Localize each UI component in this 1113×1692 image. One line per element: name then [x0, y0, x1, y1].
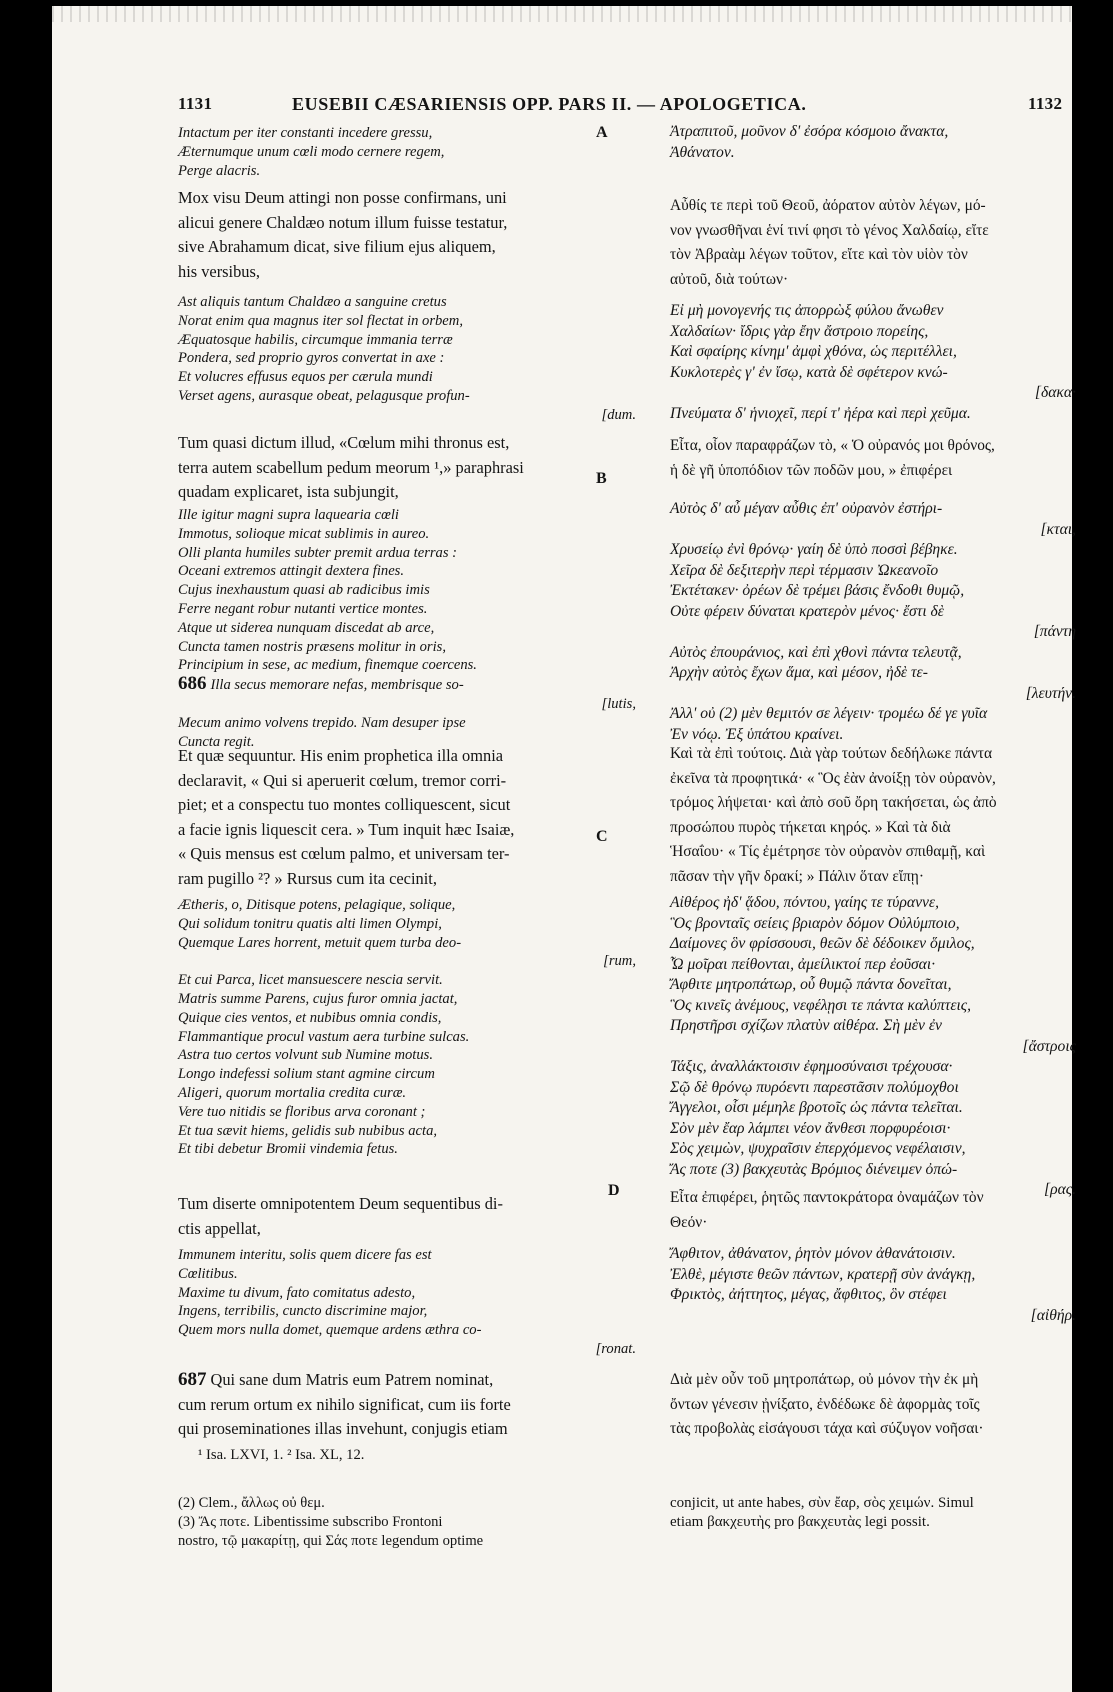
verse-line: Χεῖρα δὲ δεξιτερὴν περὶ τέρμασιν Ὠκεανοῖο	[670, 561, 939, 579]
verse-line: Κυκλοτερὲς γ' ἐν ἴσῳ, κατὰ δὲ σφέτερον κνώ-	[670, 363, 948, 381]
prose-line: alicui genere Chaldæo notum illum fuisse testatur,	[178, 212, 508, 232]
verse-line: Principium in sese, ac medium, finemque coercens.	[178, 657, 477, 674]
verse-line: Δαίμονες ὃν φρίσσουσι, θεῶν δὲ δέδοικεν ὅμιλος,	[670, 935, 975, 952]
prose-line: Et quæ sequuntur. His enim prophetica illa omnia	[178, 746, 504, 765]
prose-line: Καὶ τὰ ἐπὶ τούτοις. Διὰ γὰρ τούτων δεδήλωκε πάντα	[670, 745, 993, 762]
prose-line: ὄντων γένεσιν ᾐνίξατο, ἐνδέδωκε δὲ ἀφορμὰς τοῖς	[670, 1395, 980, 1413]
prose-line: ctis appellat,	[178, 1218, 261, 1238]
verse-line: Χαλδαίων· ἴδρις γὰρ ἔην ἄστροιο πορείης,	[670, 322, 929, 340]
verse-continuation: [ἄστροις	[1022, 1037, 1076, 1055]
verse-line: Ὧ μοῖραι πείθονται, ἀμείλικτοί περ ἐοῦσαι·	[670, 955, 936, 973]
verse-line: Ἀρχὴν αὐτὸς ἔχων ἅμα, καὶ μέσον, ἠδὲ τε-	[670, 664, 928, 681]
margin-letter-c: C	[596, 828, 608, 845]
verse-continuation: [rum,	[603, 953, 636, 970]
prose-line: πᾶσαν τὴν γῆν δρακί; » Πάλιν ὅταν εἴπῃ·	[670, 867, 924, 885]
verse-line: Ἀτραπιτοῦ, μοῦνον δ' ἐσόρα κόσμοιο ἄνακτα,	[670, 123, 949, 140]
prose-line: νον γνωσθῆναι ἑνί τινί φησι τὸ γένος Χαλδαίῳ, εἴτε	[670, 221, 989, 239]
verse-line: Ἀθάνατον.	[670, 143, 735, 161]
verse-line: Ἀλλ' οὐ (2) μὲν θεμιτόν σε λέγειν· τρομέω δέ γε γυῖα	[670, 705, 988, 722]
verse-line: Καὶ σφαίρης κίνημ' ἀμφὶ χθόνα, ὡς περιτέλλει,	[670, 343, 957, 360]
verse-line: Quique cies ventos, et nubibus omnia condis,	[178, 1009, 442, 1026]
verse-line: Ἐκτέτακεν· ὀρέων δὲ τρέμει βάσις ἔνδοθι θυμῷ,	[670, 582, 965, 599]
verse-line: Quem mors nulla domet, quemque ardens æthra co-	[178, 1322, 482, 1339]
verse-line: Πρηστῆρσι σχίζων πλατὺν αἰθέρα. Σὴ μὲν ἐν	[670, 1017, 942, 1034]
verse-line: Ὃς κινεῖς ἀνέμους, νεφέλῃσι τε πάντα καλύπτεις,	[670, 996, 972, 1014]
latin-paragraph-3	[178, 744, 636, 891]
verse-line: Immotus, solioque micat sublimis in aureo.	[178, 525, 430, 542]
margin-letter-b: B	[596, 470, 607, 487]
verse-line: Τάξις, ἀναλλάκτοισιν ἐφημοσύναισι τρέχουσα·	[670, 1058, 953, 1075]
page	[52, 6, 1076, 1692]
prose-line: Διὰ μὲν οὖν τοῦ μητροπάτωρ, οὐ μόνον τὴν ἐκ μὴ	[670, 1371, 979, 1388]
greek-paragraph-2	[670, 434, 1076, 483]
latin-verse-2	[178, 293, 636, 425]
verse-line: Ὃς βρονταῖς σείεις βριαρὸν δόμον Οὐλύμποιο,	[670, 914, 960, 932]
verse-line: Cuncta regit.	[178, 733, 255, 750]
verse-line: Cuncta tamen nostris præsens molitur in oris,	[178, 638, 446, 655]
prose-line: a facie ignis liquescit cera. » Tum inquit hæc Isaiæ,	[178, 819, 515, 839]
prose-line: quadam explicaret, ista subjungit,	[178, 482, 399, 501]
verse-line: Αἰθέρος ἠδ' ᾅδου, πόντου, γαίης τε τύραννε,	[670, 894, 939, 911]
prose-line: τὸν Ἀβραὰμ λέγων τοῦτον, εἴτε καὶ τὸν υἱὸν τὸν	[670, 246, 968, 263]
verse-line: Ἄφθιτον, ἀθάνατον, ῥητὸν μόνον ἀθανάτοισιν.	[670, 1245, 956, 1262]
verse-line: Οὐτε φέρειν δύναται κρατερὸν μένος· ἔστι δὲ	[670, 602, 944, 620]
verse-line: Atque ut siderea nunquam discedat ab arce,	[178, 619, 435, 636]
verse-line: Flammantique procul vastum aera turbine sulcas.	[178, 1028, 470, 1045]
verse-continuation: [πάντη	[1033, 623, 1076, 640]
critical-notes-left	[178, 1494, 636, 1551]
prose-line: terra autem scabellum pedum meorum ¹,» paraphrasi	[178, 457, 524, 477]
greek-verse-3	[670, 499, 1076, 745]
verse-line: Πνεύματα δ' ἡνιοχεῖ, περί τ' ἠέρα καὶ περὶ χεῦμα.	[670, 404, 971, 422]
verse-line: Αὐτὸς ἐπουράνιος, καὶ ἐπὶ χθονὶ πάντα τελευτᾷ,	[670, 643, 962, 661]
prose-line: « Quis mensus est cœlum palmo, et universam ter-	[178, 844, 510, 863]
verse-continuation: [δακα·	[1034, 384, 1076, 401]
greek-paragraph-5	[670, 1368, 1076, 1442]
verse-line: Verset agens, aurasque obeat, pelagusque profun-	[178, 387, 470, 404]
prose-line: Θεόν·	[670, 1213, 708, 1231]
scan-edge	[52, 6, 1072, 22]
verse-line: Ingens, terribilis, cuncto discrimine major,	[178, 1303, 428, 1320]
section-number-687: 687	[178, 1369, 207, 1390]
verse-line: Æquatosque habilis, circumque immania terræ	[178, 331, 453, 348]
verse-line: Matris summe Parens, cujus furor omnia jactat,	[178, 990, 458, 1007]
note-line: etiam βακχευτὴς pro βακχευτὰς legi possit.	[670, 1514, 930, 1530]
latin-paragraph-4	[178, 1192, 636, 1241]
verse-line: Ἐλθὲ, μέγιστε θεῶν πάντων, κρατερῇ σὺν ἀνάγκῃ,	[670, 1265, 976, 1283]
prose-line: Mox visu Deum attingi non posse confirmans, uni	[178, 188, 507, 207]
verse-line: Oceani extremos attingit dextera fines.	[178, 563, 405, 580]
verse-line: Ille igitur magni supra laquearia cœli	[178, 507, 399, 523]
verse-line: Et tibi debetur Bromii vindemia fetus.	[178, 1141, 398, 1158]
prose-line: Αὖθίς τε περὶ τοῦ Θεοῦ, ἀόρατον αὐτὸν λέγων, μό-	[670, 197, 986, 214]
verse-line: Intactum per iter constanti incedere gressu,	[178, 125, 433, 141]
latin-verse-5	[178, 896, 636, 1159]
verse-line: Qui solidum tonitru quatis alti limen Olympi,	[178, 915, 442, 932]
verse-line: Et volucres effusus equos per cærula mundi	[178, 369, 433, 386]
verse-line: Cujus inexhaustum quasi ab radicibus imis	[178, 582, 430, 599]
greek-verse-4	[670, 893, 1076, 1201]
prose-line: ἡ δὲ γῆ ὑποπόδιον τῶν ποδῶν μου, » ἐπιφέρει	[670, 461, 953, 479]
note-line: nostro, τῷ μακαρίτῃ, qui Σάς ποτε legendum optime	[178, 1533, 484, 1549]
running-title: EUSEBII CÆSARIENSIS OPP. PARS II. — APOLOGETICA.	[292, 94, 807, 114]
verse-line: Vere tuo nitidis se floribus arva coronant ;	[178, 1103, 426, 1120]
note-line: conjicit, ut ante habes, σὺν ἔαρ, σὸς χειμών. Simul	[670, 1495, 974, 1511]
verse-continuation: [κται,	[1040, 520, 1076, 538]
prose-line: qui proseminationes illas invehunt, conjugis etiam	[178, 1419, 508, 1438]
verse-line: Ætheris, o, Ditisque potens, pelagique, solique,	[178, 897, 456, 913]
prose-line: ἐκεῖνα τὰ προφητικά· « Ὃς ἐὰν ἀνοίξῃ τὸν οὐρανὸν,	[670, 769, 996, 787]
prose-line: his versibus,	[178, 261, 260, 281]
verse-line: Illa secus memorare nefas, membrisque so-	[210, 677, 464, 694]
verse-line: Et cui Parca, licet mansuescere nescia servit.	[178, 972, 443, 989]
latin-paragraph-1	[178, 186, 636, 284]
footnotes: ¹ Isa. LXVI, 1. ² Isa. XL, 12.	[198, 1447, 365, 1463]
verse-line: Æternumque unum cœli modo cernere regem,	[178, 143, 445, 160]
prose-line: Tum quasi dictum illud, «Cœlum mihi thronus est,	[178, 433, 510, 452]
prose-line: τὰς προβολὰς εἰσάγουσι τάχα καὶ σύζυγον νοῆσαι·	[670, 1420, 984, 1437]
verse-line: Σῷ δὲ θρόνῳ πυρόεντι παρεστᾶσιν πολύμοχθοι	[670, 1078, 959, 1096]
verse-line: Maxime tu divum, fato comitatus adesto,	[178, 1284, 416, 1301]
verse-line: Σὸν μὲν ἔαρ λάμπει νέον ἄνθεσι πορφυρέοισι·	[670, 1119, 951, 1137]
verse-line: Ἄφθιτε μητροπάτωρ, οὗ θυμῷ πάντα δονεῖται,	[670, 976, 952, 993]
verse-line: Norat enim qua magnus iter sol flectat in orbem,	[178, 312, 463, 329]
greek-paragraph-4	[670, 1186, 1076, 1235]
prose-line: Qui sane dum Matris eum Patrem nominat,	[210, 1370, 494, 1389]
greek-verse-1	[670, 122, 1076, 163]
prose-line: Εἶτα ἐπιφέρει, ῥητῶς παντοκράτορα ὀναμάζων τὸν	[670, 1189, 984, 1206]
prose-line: Tum diserte omnipotentem Deum sequentibus di-	[178, 1194, 503, 1213]
verse-line: Et tua sævit hiems, gelidis sub nubibus acta,	[178, 1122, 438, 1139]
verse-continuation: [dum.	[601, 406, 636, 423]
prose-line: προσώπου πυρὸς τήκεται κηρός. » Καὶ τὰ διὰ	[670, 818, 951, 836]
section-number-686: 686	[178, 673, 207, 695]
verse-continuation: [ρας.	[1044, 1181, 1076, 1198]
greek-verse-2	[670, 301, 1076, 424]
verse-line: Ἄς ποτε (3) βακχευτὰς Βρόμιος διένειμεν ὀπώ-	[670, 1160, 958, 1178]
verse-continuation: [αἰθήρ.	[1030, 1306, 1076, 1324]
prose-line: declaravit, « Qui si aperuerit cœlum, tremor corri-	[178, 770, 507, 790]
verse-line: Αὐτὸς δ' αὖ μέγαν αὖθις ἐπ' οὐρανὸν ἐστήρι-	[670, 500, 943, 517]
prose-line: τρόμος λήψεται· καὶ ἀπὸ σοῦ ὄρη τακήσεται, ὡς ἀπὸ	[670, 794, 997, 811]
verse-line: Χρυσείῳ ἐνὶ θρόνῳ· γαίη δὲ ὑπὸ ποσσὶ βέβηκε.	[670, 541, 958, 558]
verse-line: Ἐν νόῳ. Ἐξ ὑπάτου κραίνει.	[670, 725, 844, 743]
verse-continuation: [ronat.	[595, 1340, 636, 1357]
verse-line: Ferre negant robur nutanti vertice montes.	[178, 600, 428, 617]
latin-paragraph-2	[178, 431, 636, 505]
greek-paragraph-1	[670, 194, 1076, 292]
greek-paragraph-3	[670, 742, 1076, 889]
note-line: (2) Clem., ἄλλως οὐ θεμ.	[178, 1495, 325, 1511]
prose-line: ram pugillo ²? » Rursus cum ita cecinit,	[178, 868, 437, 888]
verse-continuation: [λευτήν.	[1025, 684, 1076, 702]
note-line: (3) Ἄς ποτε. Libentissime subscribo Frontoni	[178, 1514, 443, 1530]
latin-verse-3	[178, 506, 636, 751]
verse-line: Cœlitibus.	[178, 1265, 238, 1282]
verse-line: Ast aliquis tantum Chaldæo a sanguine cretus	[178, 294, 447, 310]
prose-line: cum rerum ortum ex nihilo significat, cum iis forte	[178, 1394, 511, 1414]
verse-line: Ἄγγελοι, οἷσι μέμηλε βροτοῖς ὡς πάντα τελεῖται.	[670, 1099, 963, 1116]
page-number-right: 1132	[1028, 94, 1063, 113]
prose-line: αὐτοῦ, διὰ τούτων·	[670, 270, 789, 288]
greek-verse-5	[670, 1244, 1076, 1326]
verse-line: Mecum animo volvens trepido. Nam desuper ipse	[178, 714, 466, 731]
critical-notes-right	[670, 1494, 1076, 1532]
verse-line: Aligeri, quorum mortalia credita curæ.	[178, 1084, 407, 1101]
margin-letter-a: A	[596, 124, 608, 141]
verse-line: Φρικτὸς, ἀήττητος, μέγας, ἄφθιτος, ὃν στέφει	[670, 1286, 947, 1303]
latin-verse-6	[178, 1246, 636, 1359]
margin-letter-d: D	[608, 1182, 620, 1199]
prose-line: Ἡσαΐου· « Τίς ἐμέτρησε τὸν οὐρανὸν σπιθαμῇ, καὶ	[670, 843, 986, 860]
verse-continuation: [lutis,	[601, 695, 636, 712]
verse-line: Σὸς χειμὼν, ψυχραῖσιν ἐπερχόμενος νεφέλαισιν,	[670, 1140, 966, 1157]
latin-paragraph-5	[178, 1368, 636, 1442]
verse-line: Astra tuo certos volvunt sub Numine motus.	[178, 1047, 433, 1064]
prose-line: Εἶτα, οἷον παραφράζων τὸ, « Ὁ οὐρανός μοι θρόνος,	[670, 437, 995, 454]
verse-line: Perge alacris.	[178, 162, 261, 179]
verse-line: Olli planta humiles subter premit ardua terras :	[178, 544, 458, 561]
latin-verse-1	[178, 124, 636, 180]
page-number-left: 1131	[178, 94, 213, 113]
prose-line: piet; et a conspectu tuo montes colliquescent, sicut	[178, 795, 511, 814]
verse-line: Immunem interitu, solis quem dicere fas est	[178, 1247, 432, 1263]
verse-line: Quemque Lares horrent, metuit quem turba deo-	[178, 934, 462, 951]
prose-line: sive Abrahamum dicat, sive filium ejus aliquem,	[178, 237, 496, 256]
verse-line: Longo indefessi solium stant agmine circum	[178, 1066, 435, 1083]
verse-line: Εἰ μὴ μονογενής τις ἀπορρὼξ φύλου ἄνωθεν	[670, 302, 944, 319]
verse-line: Pondera, sed proprio gyros convertat in axe :	[178, 350, 445, 367]
